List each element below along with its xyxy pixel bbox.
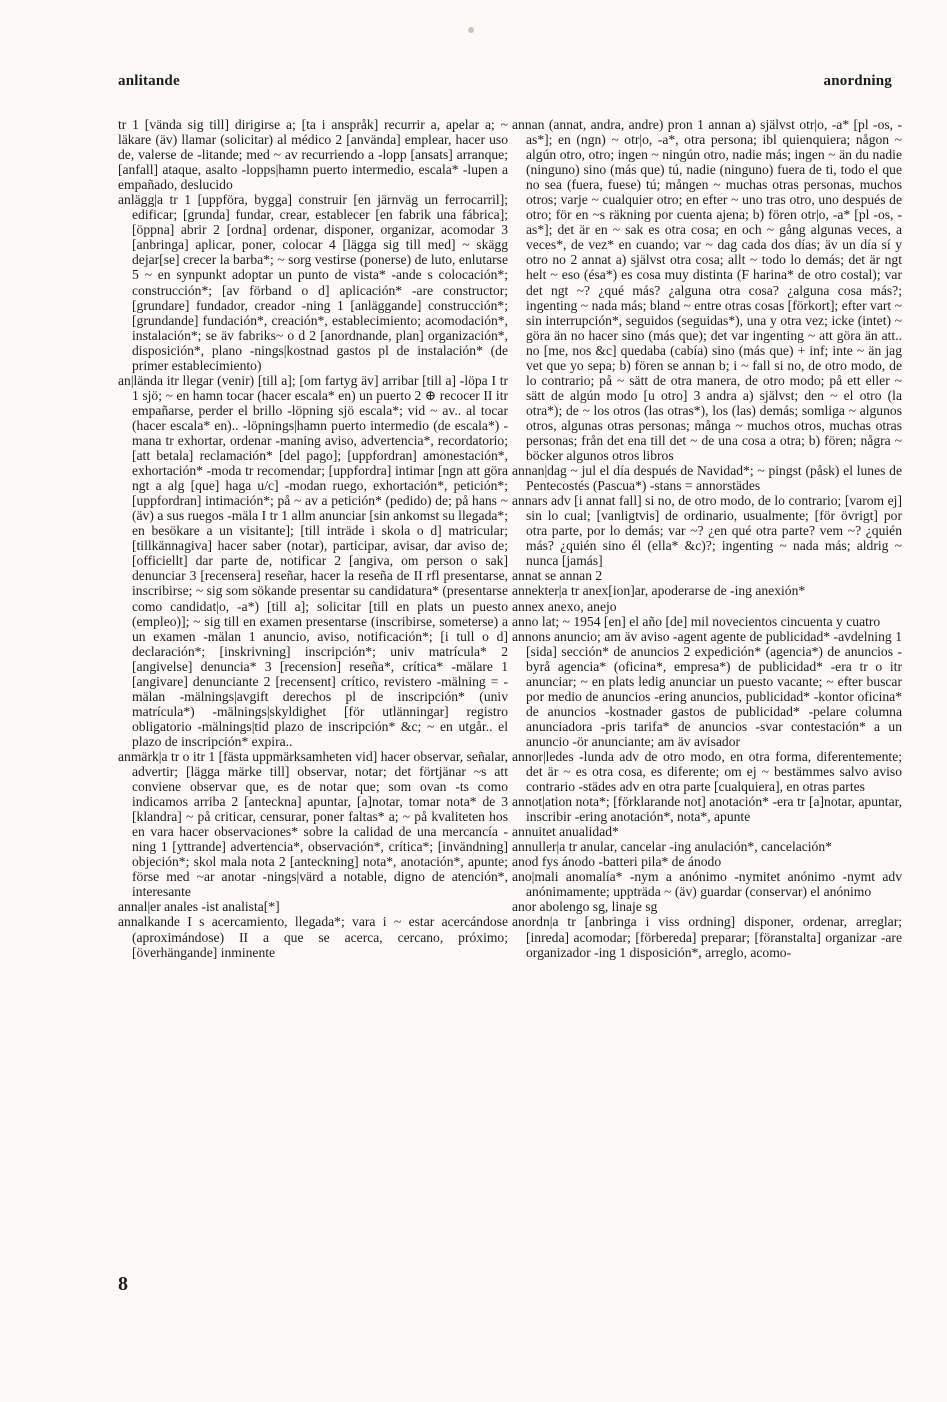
dictionary-entry: annal|er anales -ist analista[*] <box>118 899 280 915</box>
dictionary-entry: ano|mali anomalía* -nym a anónimo -nymitet anónimo -nymt adv anónimamente; uppträda ~ (äv) guardar (conservar) el anónimo <box>512 869 902 900</box>
dictionary-entry: annekter|a tr anex[ion]ar, apoderarse de -ing anexión* <box>512 583 806 599</box>
dictionary-entry: anlägg|a tr 1 [uppföra, bygga] construir [en järnväg un ferrocarril]; edificar; [grunda] fundar, crear, establecer [en fabrik una fábrica]; [öppna] abrir 2 [ordna] ordenar, disponer, organizar, acomodar 3 [anbringa] aplicar, poner, colocar 4 [lägga sig till med] ~ skägg dejar[se] crecer la barba*; ~ sorg vestirse (ponerse) de luto, enlutarse 5 ~ en synpunkt adoptar un punto de vista* -ande s colocación*; construcción*; [av förband o d] aplicación* -are constructor; [grundare] fundador, creador -ning 1 [anläggande] construcción*; [grundande] fundación*, creación*, establecimiento; acomodación*, instalación*; se äv fabriks~ o d 2 [anordnande, plan] organización*, disposición*, plano -nings|kostnad gastos pl de instalación* (de primer establecimiento) <box>118 192 508 373</box>
dictionary-entry: annalkande I s acercamiento, llegada*; vara i ~ estar acercándose (aproximándose) II a que se acerca, cercano, próximo; [överhängande] inminente <box>118 914 508 960</box>
dictionary-entry: annor|ledes -lunda adv de otro modo, en otra forma, diferentemente; det är ~ es otra cosa, es diferente; om ej ~ bestämmes salvo aviso contrario -städes adv en otra parte [cualquiera], en otras partes <box>512 748 902 795</box>
dictionary-entry: anod fys ánodo -batteri pila* de ánodo <box>512 854 722 870</box>
dictionary-entry: anordn|a tr [anbringa i viss ordning] disponer, ordenar, arreglar; [inreda] acomodar; [förbereda] preparar; [föranstalta] organizar -are organizador -ing 1 disposición*, arreglo, acomo- <box>512 914 902 960</box>
dictionary-entry: tr 1 [vända sig till] dirigirse a; [ta i anspråk] recurrir a, apelar a; ~ läkare (äv) llamar (solicitar) al médico 2 [använda] emplear, hacer uso de, valerse de -litande; med ~ av recurriendo a -lopp [ansats] arranque; [anfall] ataque, asalto -lopps|hamn puerto intermedio, escala* -lupen a empañado, deslucido <box>118 117 508 193</box>
dictionary-entry: annars adv [i annat fall] si no, de otro modo, de lo contrario; [varom ej] sin lo cual; [vanligtvis] de ordinario, usualmente; [för övrigt] por otra parte, por lo demás; var ~? ¿en qué otra parte? vem ~? ¿quién más? ¿quién sino él (ella* &c)?; ingenting ~ nada más; aldrig ~ nunca [jamás] <box>512 493 902 569</box>
right-column <box>512 117 902 960</box>
dictionary-entry: annot|ation nota*; [förklarande not] anotación* -era tr [a]notar, apuntar, inscribir -ering anotación*, nota*, apunte <box>512 794 902 825</box>
left-guide-word: anlitande <box>118 73 180 89</box>
dictionary-entry: annons anuncio; am äv aviso -agent agente de publicidad* -avdelning 1 [sida] sección* de anuncios 2 expedición* (agencia*) de anuncios -byrå agencia* (oficina*, empresa*) de publicidad* -era tr o itr anunciar; ~ en plats ledig anunciar un puesto vacante; ~ efter buscar por medio de anuncios -ering anuncios, publicidad* -kontor oficina* de anuncios -kostnader gastos de publicidad* -pelare columna anunciadora -pris tarifa* de anuncios -svar contestación* a un anuncio -ör anunciante; am äv avisador <box>512 628 902 749</box>
dictionary-entry: annuller|a tr anular, cancelar -ing anulación*, cancelación* <box>512 839 832 855</box>
paper-speck <box>468 27 474 33</box>
dictionary-entry: an|lända itr llegar (venir) [till a]; [om fartyg äv] arribar [till a] -löpa I tr 1 sjö; ~ en hamn tocar (hacer escala* en) un puerto 2 ⊕ recocer II itr empañarse, perder el brillo -löpning sjö escala*; vid ~ av.. al tocar (hacer escala* en).. -löpnings|hamn puerto intermedio (de escala*) -mana tr exhortar, ordenar -maning aviso, advertencia*, recordatorio; [att betala] reclamación* [del pago]; [uppfordran] amonestación*, exhortación* -moda tr recomendar; [uppfordra] intimar [ngn att göra ngt a alg [que] haga u/c] -modan ruego, exhortación*, petición*; [uppfordran] intimación*; på ~ av a petición* (pedido) de; på hans ~ (äv) a sus ruegos -mäla I tr 1 allm anunciar [sin ankomst su llegada*; en besökare a un visitante]; [till inträde i skola o d] matricular; [tillkännagiva] hacer saber (notar), participar, avisar, dar aviso de; [officiellt] dar parte de, notificar 2 [angiva, om person o sak] denunciar 3 [recensera] reseñar, hacer la reseña de II rfl presentarse, inscribirse; ~ sig som sökande presentar su candidatura* (presentarse como candidat|o, -a*) [till a]; solicitar [till en plats un puesto (empleo)]; ~ sig till en examen presentarse (inscribirse, someterse) a un examen -mälan 1 anuncio, aviso, notificación*; [i tull o d] declaración*; [inskrivning] inscripción*; univ matrícula* 2 [angivelse] denuncia* 3 [recension] reseña*, crítica* -mälare 1 [angivare] denunciante 2 [recensent] crítico, revistero -mälning = -mälan -mälnings|avgift derechos pl de inscripción* (univ matrícula*) -mälnings|skyldighet [för utlänningar] registro obligatorio -mälnings|tid plazo de inscripción* &c; ~ en utgår.. el plazo de inscripción* expira.. <box>118 372 508 749</box>
dictionary-entry: anor abolengo sg, linaje sg <box>512 899 658 915</box>
right-guide-word: anordning <box>823 73 892 89</box>
dictionary-entry: annan (annat, andra, andre) pron 1 annan a) självst otr|o, -a* [pl -os, -as*]; en (ngn) ~ otr|o, -a*, otra persona; ibl quienquiera; någon ~ algún otro, otro; ingen ~ ningún otro, nadie más; ingen ~ än du nadie (ninguno) sino (más que) tú, nadie (ninguno) fuera de ti, todo el que no sea (fuera, fuese) tú; mången ~ muchas otras personas, muchos otros; varje ~ cualquier otro; en efter ~ uno tras otro, uno después de otro; för en ~s räkning por cuenta ajena; b) fören otr|o, -a* [pl -os, -as*]; det är en ~ sak es otra cosa; en och ~ gång algunas veces, a veces*, de vez* en cuando; var ~ dag cada dos días; äv un día sí y otro no 2 annat a) självst otra cosa; allt ~ todo lo demás; det är ngt helt ~ eso (ésa*) es cosa muy distinta (F harina* de otro costal); var det ngt ~? ¿qué más? ¿alguna otra cosa? ¿alguna cosa más?; ingenting ~ nada más; bland ~ entre otras cosas [förkort]; efter vart ~ sin interrupción*, seguidos (seguidas*), una y otra vez; icke (intet) ~ göra än no hacer sino (más que); det var ingenting ~ att göra än att.. no [me, nos &c] quedaba (cabía) sino (más que) + inf; inte ~ än jag vet que yo sepa; b) fören se annan b; i ~ fall si no, de otro modo, de lo contrario; på ~ sätt de otra manera, de otro modo; på ett eller ~ sätt de algún modo [u otro] 3 andra a) självst; den ~ el otro (la otra*); de ~ los otros (las otras*), los (las) demás; somliga ~ algunos otros, algunas otras personas; många ~ muchos otros, muchas otras personas; från det ena till det ~ de una cosa a otra; b) fören; några ~ böcker algunos otros libros <box>512 117 902 464</box>
dictionary-entry: anno lat; ~ 1954 [en] el año [de] mil novecientos cincuenta y cuatro <box>512 613 881 629</box>
left-column <box>118 117 508 960</box>
dictionary-entry: annex anexo, anejo <box>512 598 617 614</box>
dictionary-entry: annat se annan 2 <box>512 568 603 584</box>
dictionary-entry: annan|dag ~ jul el día después de Navidad*; ~ pingst (påsk) el lunes de Pentecostés (Pascua*) -stans = annorstädes <box>512 463 902 494</box>
dictionary-entry: annuitet anualidad* <box>512 824 619 840</box>
dictionary-entry: anmärk|a tr o itr 1 [fästa uppmärksamheten vid] hacer observar, señalar, advertir; [lägga märke till] observar, notar; det förtjänar ~s att conviene observar que, es de notar que; som ovan -ts como indicamos arriba 2 [anteckna] apuntar, [a]notar, tomar nota* de 3 [klandra] ~ på criticar, censurar, poner faltas* a; ~ på kvaliteten hos en vara hacer observaciones* sobre la calidad de una mercancía -ning 1 [yttrande] advertencia*, observación*, crítica*; [invändning] objeción*; skol mala nota 2 [anteckning] nota*, anotación*, apunte; förse med ~ar anotar -nings|värd a notable, digno de atención*, interesante <box>118 748 508 900</box>
page-number: 8 <box>118 1273 128 1295</box>
